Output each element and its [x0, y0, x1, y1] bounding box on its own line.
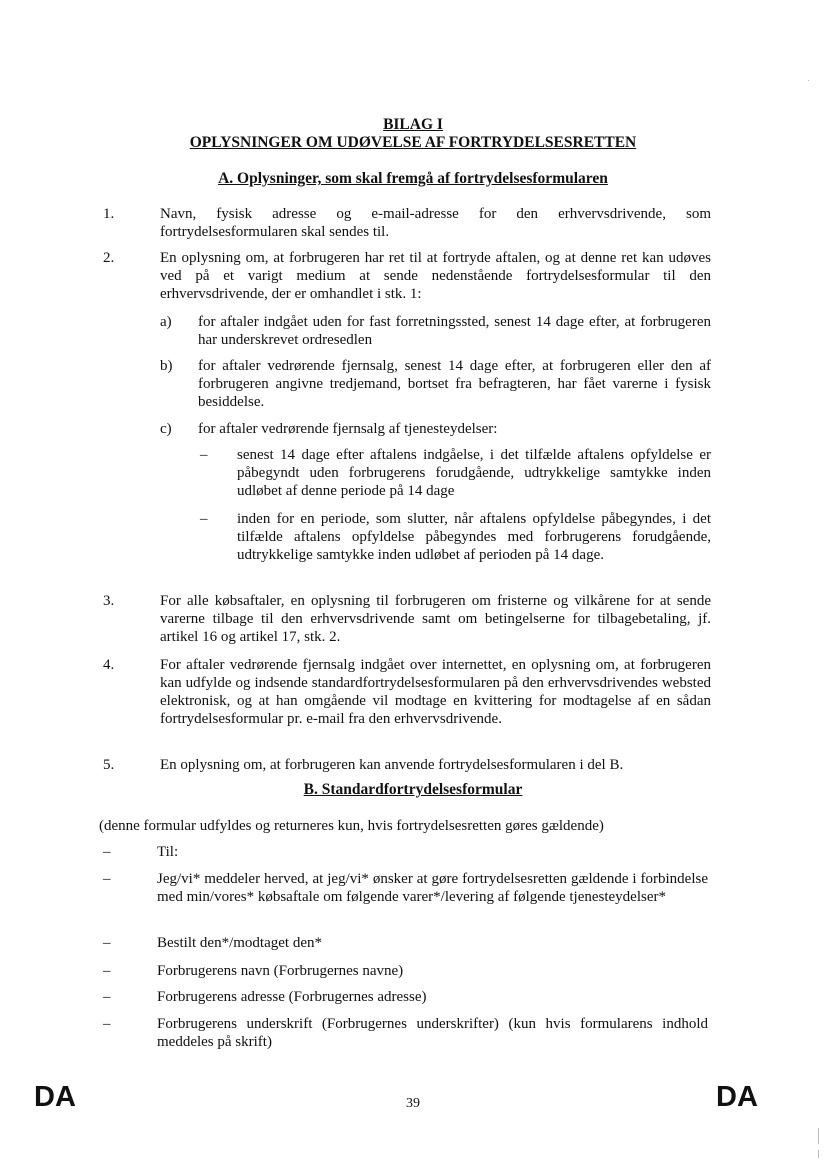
list-item: For alle købsaftaler, en oplysning til forbrugeren om fristerne og vilkårene for at sende varerne tilbage til den erhvervsdrivende samt om betingelserne for tilbagebetaling, jf. artikel 16 og artikel 17, stk. 2.	[160, 593, 711, 645]
language-code-left: DA	[34, 1081, 76, 1113]
list-item: Forbrugerens underskrift (Forbrugernes underskrifter) (kun hvis formularens indhold meddeles på skrift)	[157, 1016, 708, 1050]
list-item: for aftaler vedrørende fjernsalg af tjenesteydelser:	[198, 421, 498, 437]
item-number: 3.	[103, 593, 115, 609]
list-item: Bestilt den*/modtaget den*	[157, 935, 322, 951]
dash-bullet: –	[103, 989, 111, 1005]
annex-title: BILAG I	[383, 116, 443, 133]
scan-artifact	[818, 1150, 819, 1158]
list-item: Navn, fysisk adresse og e-mail-adresse for den erhvervsdrivende, som fortrydelsesformularen skal sendes til.	[160, 206, 711, 240]
list-item: En oplysning om, at forbrugeren kan anvende fortrydelsesformularen i del B.	[160, 757, 624, 773]
item-number: 2.	[103, 250, 115, 266]
dash-bullet: –	[200, 447, 208, 463]
list-item: Forbrugerens adresse (Forbrugernes adresse)	[157, 989, 427, 1005]
list-item: For aftaler vedrørende fjernsalg indgået over internettet, en oplysning om, at forbrugeren kan udfylde og indsende standardfortrydelsesformularen på den erhvervsdrivendes websted elektronisk, og at han omgående vil modtage en kvittering for modtagelse af en sådan fortrydelsesformular pr. e-mail fra den erhvervsdrivende.	[160, 657, 711, 727]
language-code-right: DA	[716, 1081, 758, 1113]
item-number: 4.	[103, 657, 115, 673]
section-b-title: B. Standardfortrydelsesformular	[303, 781, 523, 798]
dash-bullet: –	[103, 1016, 111, 1032]
item-number: 1.	[103, 206, 115, 222]
item-number: 5.	[103, 757, 115, 773]
dash-bullet: –	[103, 871, 111, 887]
dash-bullet: –	[200, 511, 208, 527]
item-letter: c)	[160, 421, 172, 437]
list-item: inden for en periode, som slutter, når aftalens opfyldelse påbegyndes, i det tilfælde aftalens opfyldelse påbegyndes med forbrugerens forudgående, udtrykkelige samtykke inden udløbet af perioden på 14 dage.	[237, 511, 711, 563]
item-letter: a)	[160, 314, 172, 330]
list-item: for aftaler indgået uden for fast forretningssted, senest 14 dage efter, at forbrugeren har underskrevet ordresedlen	[198, 314, 711, 348]
section-a-title: A. Oplysninger, som skal fremgå af fortrydelsesformularen	[218, 170, 608, 187]
dash-bullet: –	[103, 963, 111, 979]
list-item: Forbrugerens navn (Forbrugernes navne)	[157, 963, 404, 979]
dash-bullet: –	[103, 844, 111, 860]
list-item: for aftaler vedrørende fjernsalg, senest 14 dage efter, at forbrugeren eller den af forbrugeren angivne tredjemand, bortset fra befragteren, har fået varerne i fysisk besiddelse.	[198, 358, 711, 410]
page-number: 39	[406, 1096, 420, 1111]
list-item: senest 14 dage efter aftalens indgåelse, i det tilfælde aftalens opfyldelse er påbegyndt uden forbrugerens forudgående, udtrykkelige samtykke inden udløbet af denne periode på 14 dage	[237, 447, 711, 499]
list-item: En oplysning om, at forbrugeren har ret til at fortryde aftalen, og at denne ret kan udøves ved på et varigt medium at sende nedenstående fortrydelsesformular til den erhvervsdrivende, der er omhandlet i stk. 1:	[160, 250, 711, 302]
annex-subtitle: OPLYSNINGER OM UDØVELSE AF FORTRYDELSESRETTEN	[189, 134, 637, 151]
scan-artifact	[818, 1128, 819, 1144]
list-item: Jeg/vi* meddeler herved, at jeg/vi* ønsker at gøre fortrydelsesretten gældende i forbindelse med min/vores* købsaftale om følgende varer*/levering af følgende tjenesteydelser*	[157, 871, 708, 905]
dash-bullet: –	[103, 935, 111, 951]
list-item: Til:	[157, 844, 179, 860]
form-intro: (denne formular udfyldes og returneres kun, hvis fortrydelsesretten gøres gældende)	[99, 818, 604, 834]
scan-artifact	[808, 80, 809, 81]
item-letter: b)	[160, 358, 173, 374]
